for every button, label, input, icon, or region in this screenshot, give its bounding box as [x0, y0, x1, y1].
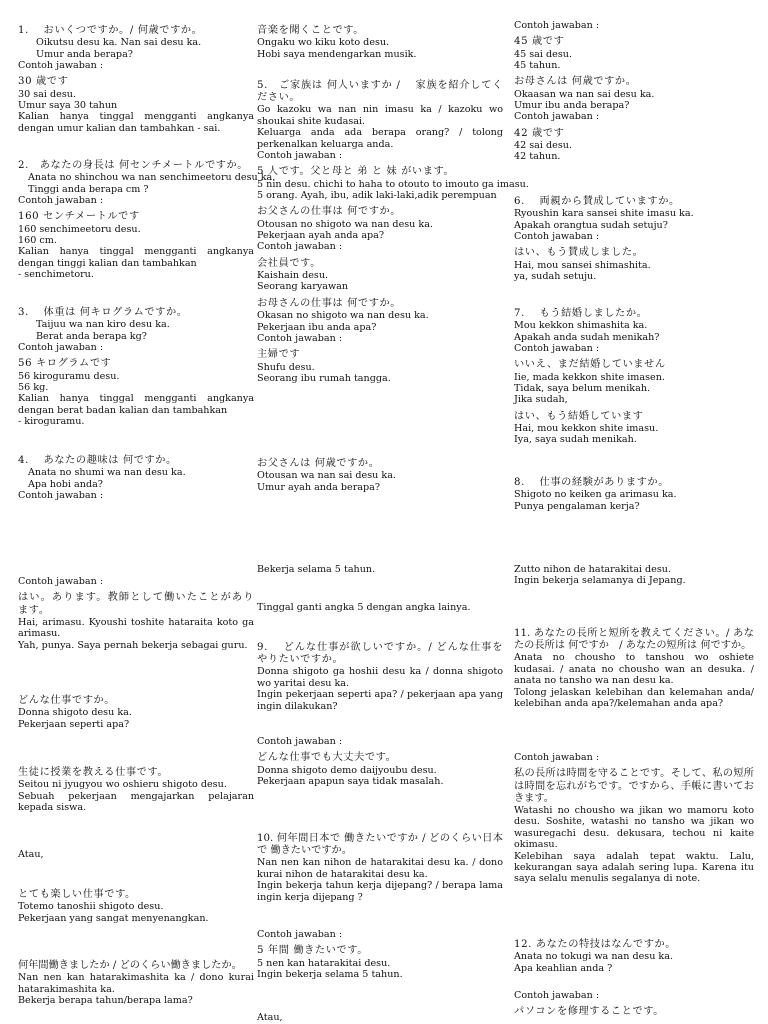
mother-job-meaning: Pekerjaan ibu anda apa?	[257, 321, 377, 333]
father-job-question: お父さんの仕事は 何ですか。	[257, 206, 402, 218]
answer-meaning: Kelebihan saya adalah tepat waktu. Lalu, kekurangan saya adalah sering lupa. Karena itu saya selalu menulis segalanya di note.	[514, 850, 754, 885]
answer-japanese: 音楽を聞くことです。	[257, 25, 365, 36]
question-1-meaning: Umur anda berapa?	[36, 48, 133, 60]
job-type-question	[18, 695, 254, 730]
question-2-japanese: 2. あなたの身長は 何センチメートルですか。	[18, 160, 249, 171]
question-7-romaji: Mou kekkon shimashita ka.	[514, 320, 648, 332]
question-8-meaning: Punya pengalaman kerja?	[514, 500, 640, 512]
answer-meaning: 160 cm.	[18, 235, 57, 247]
answer-romaji: Totemo tanoshii shigoto desu.	[18, 901, 164, 913]
answer-label: Contoh jawaban :	[514, 111, 600, 123]
question-8-block	[514, 477, 754, 512]
work-experience-answer	[18, 576, 254, 651]
answer-label: Contoh jawaban :	[257, 736, 343, 747]
answer-meaning: Seorang ibu rumah tangga.	[257, 372, 391, 384]
question-6-block	[514, 196, 754, 282]
answer-romaji: 5 nin desu. chichi to haha to otouto to imouto ga imasu.	[257, 178, 529, 190]
question-5-meaning: Keluarga anda ada berapa orang? / tolong perkenalkan keluarga anda.	[257, 127, 503, 150]
question-12-romaji: Anata no tokugi wa nan desu ka.	[514, 951, 673, 963]
question-1-romaji: Oikutsu desu ka. Nan sai desu ka.	[36, 37, 202, 49]
answer-label: Contoh jawaban :	[514, 20, 600, 31]
answer-label: Contoh jawaban :	[18, 195, 104, 207]
question-9-answer	[257, 736, 503, 787]
atau-text: Atau,	[257, 1012, 283, 1023]
question-7-meaning: Apakah anda sudah menikah?	[514, 331, 660, 343]
answer-meaning: Pekerjaan yang sangat menyenangkan.	[18, 912, 209, 924]
question-12-block	[514, 939, 754, 974]
instruction-text: Kalian hanya tinggal mengganti angkanya dengan tinggi kalian dan tambahkan	[18, 246, 254, 269]
answer-meaning: Tidak, saya belum menikah.	[514, 383, 651, 395]
answer-romaji: Zutto nihon de hatarakitai desu.	[514, 564, 672, 575]
question-japanese: どんな仕事ですか。	[18, 695, 116, 706]
question-3-japanese: 3. 体重は 何キログラムですか。	[18, 307, 188, 318]
question-4-block	[18, 455, 254, 501]
question-3-romaji: Taijuu wa nan kiro desu ka.	[36, 319, 170, 331]
instruction-suffix: - senchimetoru.	[18, 269, 94, 281]
answer-meaning: Yah, punya. Saya pernah bekerja sebagai guru.	[18, 639, 248, 651]
answer-meaning: Seorang karyawan	[257, 281, 349, 293]
answer-japanese: 45 歳です	[514, 36, 565, 48]
answer-romaji: 42 sai desu.	[514, 140, 572, 152]
answer-japanese: どんな仕事でも大丈夫です。	[257, 752, 397, 764]
answer-label: Contoh jawaban :	[514, 752, 600, 763]
question-10-block	[257, 833, 503, 903]
question-7-block	[514, 308, 754, 446]
answer-label: Contoh jawaban :	[18, 342, 104, 354]
question-9-romaji: Donna shigoto ga hoshii desu ka / donna shigoto wo yaritai desu ka.	[257, 666, 503, 689]
question-4-meaning: Apa hobi anda?	[28, 478, 103, 490]
answer-label: Contoh jawaban :	[18, 60, 104, 72]
question-6-romaji: Ryoushin kara sansei shite imasu ka.	[514, 208, 694, 220]
mother-age-romaji: Okaasan wa nan sai desu ka.	[514, 88, 655, 100]
question-japanese: 何年間働きましたか / どのくらい働きましたか。	[18, 960, 242, 971]
question-9-japanese: 9. どんな仕事が欲しいですか。/ どんな仕事をやりたいですか。	[257, 642, 503, 666]
column-1	[18, 0, 276, 1024]
question-meaning: Bekerja berapa tahun/berapa lama?	[18, 995, 193, 1007]
answer-label: Contoh jawaban :	[514, 343, 600, 355]
question-12-answer	[514, 990, 754, 1019]
question-11-answer	[514, 752, 754, 885]
answer-japanese: はい。あります。教師として働いたことがあります。	[18, 592, 254, 616]
question-1-japanese: 1. おいくつですか。/ 何歳ですか。	[18, 25, 203, 36]
question-meaning: Pekerjaan seperti apa?	[18, 718, 130, 730]
question-6-japanese: 6. 両親から賛成していますか。	[514, 196, 680, 207]
answer-japanese: 私の長所は時間を守ることです。そして、私の短所は時間を忘れがちです。ですから、手帳に書いておきます。	[514, 768, 754, 804]
question-1-block	[18, 25, 254, 134]
question-7-japanese: 7. もう結婚しましたか。	[514, 308, 648, 319]
answer-meaning: Sebuah pekerjaan mengajarkan pelajaran kepada siswa.	[18, 790, 254, 814]
answer-meaning: 56 kg.	[18, 382, 49, 394]
hobby-answer	[257, 25, 503, 60]
father-job-romaji: Otousan no shigoto wa nan desu ka.	[257, 218, 433, 230]
instruction-note	[257, 602, 503, 613]
answer-romaji: 30 sai desu.	[18, 88, 76, 100]
answer-label: Contoh jawaban :	[514, 231, 600, 243]
answer-label: Contoh jawaban :	[257, 241, 343, 253]
answer-romaji: Hai, arimasu. Kyoushi toshite hataraita koto ga arimasu.	[18, 616, 254, 640]
mother-age-question: お母さんは 何歳ですか。	[514, 76, 637, 88]
answer-romaji: Donna shigoto demo daijyoubu desu.	[257, 764, 437, 776]
parents-age-block	[514, 20, 754, 163]
answer-romaji: Hai, mou sansei shimashita.	[514, 259, 651, 271]
answer-meaning: Bekerja selama 5 tahun.	[257, 564, 376, 575]
answer-meaning: 45 tahun.	[514, 60, 561, 72]
answer-japanese: 160 センチメートルです	[18, 211, 140, 223]
answer-japanese: はい、もう賛成しました。	[514, 247, 644, 259]
answer-label: Contoh jawaban :	[514, 990, 600, 1001]
instruction-text: Kalian hanya tinggal mengganti angkanya dengan berat badan kalian dan tambahkan	[18, 393, 254, 416]
question-5-japanese: 5. ご家族は 何人いますか / 家族を紹介してください。	[257, 80, 503, 104]
question-3-block	[18, 307, 254, 428]
answer-romaji: 45 sai desu.	[514, 48, 572, 60]
work-forever-answer	[514, 564, 754, 587]
column-2	[257, 0, 529, 1024]
question-10-japanese: 10. 何年間日本で 働きたいですか / どのくらい日本で 働きたいですか。	[257, 833, 503, 857]
answer-meaning: Ingin bekerja selama 5 tahun.	[257, 969, 403, 981]
answer-meaning: Pekerjaan apapun saya tidak masalah.	[257, 776, 444, 788]
question-6-meaning: Apakah orangtua sudah setuju?	[514, 219, 668, 231]
answer-meaning: Iya, saya sudah menikah.	[514, 434, 637, 446]
answer-meaning: Ingin bekerja selamanya di Jepang.	[514, 575, 686, 587]
answer-meaning: Hobi saya mendengarkan musik.	[257, 48, 417, 60]
answer-label: Contoh jawaban :	[18, 576, 104, 587]
answer-romaji: Shufu desu.	[257, 361, 315, 373]
alternative-label	[18, 849, 254, 860]
answer-romaji: 5 nen kan hatarakitai desu.	[257, 957, 391, 969]
answer-japanese: いいえ、まだ結婚していません	[514, 359, 666, 371]
answer-japanese: はい、もう結婚しています	[514, 410, 644, 422]
work-duration-question	[18, 960, 254, 1006]
answer-meaning: ya, sudah setuju.	[514, 271, 597, 283]
question-3-meaning: Berat anda berapa kg?	[36, 330, 147, 342]
answer-meaning: 5 orang. Ayah, ibu, adik laki-laki,adik perempuan	[257, 190, 497, 202]
instruction-text: Tinggal ganti angka 5 dengan angka lainya.	[257, 602, 471, 613]
question-5-block	[257, 80, 529, 384]
answer-japanese: 42 歳です	[514, 127, 565, 139]
instruction-text: Kalian hanya tinggal mengganti angkanya dengan umur kalian dan tambahkan - sai.	[18, 111, 254, 134]
question-11-meaning: Tolong jelaskan kelebihan dan kelemahan anda/ kelebihan anda apa?/kelemahan anda apa?	[514, 686, 754, 710]
question-2-meaning: Tinggi anda berapa cm ?	[28, 183, 149, 195]
father-job-meaning: Pekerjaan ayah anda apa?	[257, 230, 385, 242]
answer-label: Contoh jawaban :	[18, 490, 104, 502]
answer-romaji: Ongaku wo kiku koto desu.	[257, 37, 390, 49]
answer-japanese: とても楽しい仕事です。	[18, 889, 136, 900]
answer-meaning: Umur saya 30 tahun	[18, 100, 118, 112]
answer-romaji: 160 senchimeetoru desu.	[18, 223, 141, 235]
column-3	[514, 0, 764, 1024]
atau-text: Atau,	[18, 849, 44, 860]
question-romaji: Nan nen kan hatarakimashita ka / dono kurai hatarakimashita ka.	[18, 972, 254, 995]
answer-romaji: Kaishain desu.	[257, 270, 329, 282]
answer-label: Contoh jawaban :	[257, 150, 343, 162]
condition-text: Jika sudah,	[514, 394, 568, 406]
answer-romaji: Hai, mou kekkon shite imasu.	[514, 423, 659, 435]
question-romaji: Donna shigoto desu ka.	[18, 707, 132, 719]
question-11-block	[514, 628, 764, 710]
answer-romaji: 56 kiroguramu desu.	[18, 370, 120, 382]
mother-age-meaning: Umur ibu anda berapa?	[514, 100, 630, 112]
work-duration-answer	[257, 564, 503, 575]
answer-meaning: 42 tahun.	[514, 151, 561, 163]
answer-romaji: Iie, mada kekkon shite imasen.	[514, 371, 665, 383]
question-9-meaning: Ingin pekerjaan seperti apa? / pekerjaan apa yang ingin dilakukan?	[257, 689, 503, 712]
job-type-answer	[18, 767, 254, 813]
answer-label: Contoh jawaban :	[257, 332, 343, 344]
question-10-meaning: Ingin bekerja tahun kerja dijepang? / berapa lama ingin kerja dijepang ?	[257, 880, 503, 903]
answer-romaji: Watashi no chousho wa jikan wo mamoru koto desu. Soshite, watashi no tansho wa jikan wo wasuregachi desu. dekusara, techou ni kaite okimasu.	[514, 805, 754, 851]
mother-job-romaji: Okasan no shigoto wa nan desu ka.	[257, 310, 429, 322]
question-2-romaji: Anata no shinchou wa nan senchimeetoru desu ka.	[28, 172, 276, 184]
instruction-suffix: - kiroguramu.	[18, 416, 85, 428]
answer-japanese: 5 年間 働きたいです。	[257, 945, 369, 957]
answer-japanese: 56 キログラムです	[18, 358, 112, 370]
question-11-romaji: Anata no chousho to tanshou wo oshiete kudasai. / anata no chousho wan an desuka. / anata no tansho wa nan desu ka.	[514, 652, 764, 687]
question-12-meaning: Apa keahlian anda ?	[514, 962, 613, 974]
answer-japanese: 5 人です。父と母と 弟 と 妹 がいます。	[257, 166, 455, 178]
answer-japanese: 主婦です	[257, 349, 301, 361]
question-4-japanese: 4. あなたの趣味は 何ですか。	[18, 455, 177, 466]
question-2-block	[18, 160, 276, 281]
question-10-answer	[257, 929, 503, 980]
question-12-japanese: 12. あなたの特技はなんですか。	[514, 939, 677, 950]
alternative-answer	[18, 889, 254, 924]
question-11-japanese: 11. あなたの長所と短所を教えてください。/ あなたの長所は 何ですか / あなたの短所は 何ですか。	[514, 628, 754, 652]
mother-job-question: お母さんの仕事は 何ですか。	[257, 297, 402, 309]
answer-japanese: 生徒に授業を教える仕事です。	[18, 767, 169, 778]
answer-romaji: Seitou ni jyugyou wo oshieru shigoto desu.	[18, 779, 227, 791]
question-4-romaji: Anata no shumi wa nan desu ka.	[28, 467, 186, 479]
question-8-romaji: Shigoto no keiken ga arimasu ka.	[514, 489, 677, 501]
question-8-japanese: 8. 仕事の経験がありますか。	[514, 477, 669, 488]
question-japanese: お父さんは 何歳ですか。	[257, 458, 380, 469]
question-10-romaji: Nan nen kan nihon de hatarakitai desu ka. / dono kurai nihon de hatarakitai desu ka.	[257, 857, 503, 880]
father-age-question	[257, 458, 503, 493]
question-5-romaji: Go kazoku wa nan nin imasu ka / kazoku wo shoukai shite kudasai.	[257, 104, 503, 127]
answer-japanese: 会社員です。	[257, 257, 321, 269]
answer-japanese: 30 歳です	[18, 76, 69, 88]
question-9-block	[257, 642, 503, 712]
question-romaji: Otousan wa nan sai desu ka.	[257, 470, 396, 482]
alternative-label	[257, 1012, 503, 1023]
answer-japanese: パソコンを修理することです。	[514, 1006, 665, 1018]
answer-label: Contoh jawaban :	[257, 929, 343, 940]
question-meaning: Umur ayah anda berapa?	[257, 481, 381, 493]
